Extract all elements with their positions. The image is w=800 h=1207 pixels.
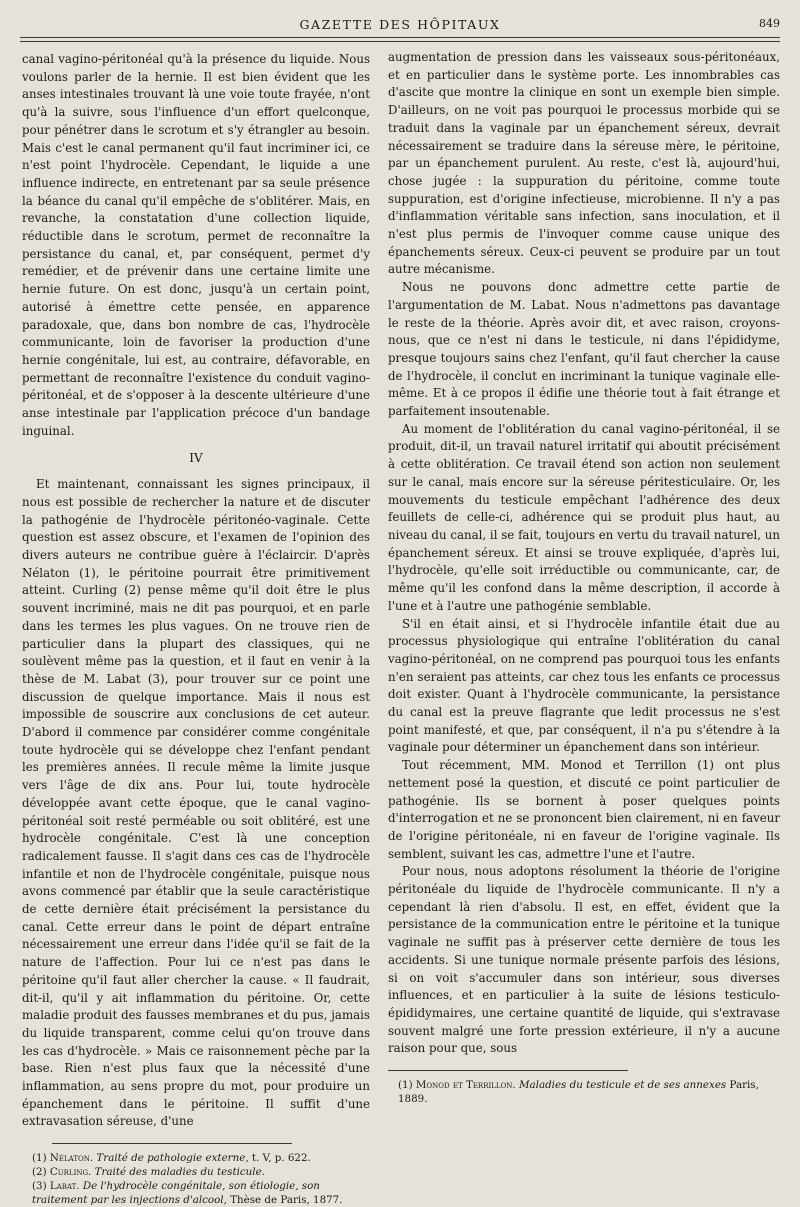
- footnotes: [22, 1152, 370, 1207]
- body-paragraph: Nous ne pouvons donc admettre cette partie de l'argumentation de M. Labat. Nous n'admettons pas davantage le reste de la théorie. Après avoir dit, et avec raison, croyons-nous, que ce n'est ni dans le testicule, ni dans l'épididyme, presque toujours sains chez l'enfant, qu'il faut chercher la cause de l'hydrocèle, il conclut en incriminant la tunique vaginale elle-même. Et à ce propos il édifie une théorie tout à fait étrange et parfaitement insoutenable.: [388, 280, 780, 419]
- left-column: [22, 51, 370, 1207]
- footnote-rule: [388, 1070, 628, 1071]
- body-paragraph: augmentation de pression dans les vaisseaux sous-péritonéaux, et en particulier dans le système porte. Les innombrables cas d'ascite que montre la clinique en sont un exemple bien simple. D'ailleurs, on ne voit pas pourquoi le processus morbide qui se traduit dans la vaginale par un épanchement séreux, devrait nécessairement se traduire dans la séreuse mère, le péritoine, par un épanchement purulent. Au reste, c'est là, aujourd'hui, chose jugée : la suppuration du péritoine, comme toute suppuration, est d'origine infectieuse, microbienne. Il n'y a pas d'inflammation véritable sans infection, sans inoculation, et il n'est plus permis de l'invoquer comme cause unique des épanchements séreux. Ceux-ci peuvent se produire par un tout autre mécanisme.: [388, 50, 780, 277]
- footnote: (1) Monod et Terrillon. Maladies du testicule et de ses annexes Paris, 1889.: [398, 1079, 759, 1105]
- body-paragraph: Au moment de l'oblitération du canal vagino-péritonéal, il se produit, dit-il, un travail naturel irritatif qui aboutit précisément à cette oblitération. Ce travail étend son action non seulement sur le canal, mais encore sur la séreuse péritesticulaire. Or, les mouvements du testicule empêchant l'adhérence des deux feuillets de celle-ci, adhérence qui se produit plus haut, au niveau du canal, il se fait, toujours en vertu du travail naturel, un épanchement séreux. Et ainsi se trouve expliquée, d'après lui, l'hydrocèle, qu'elle soit irréductible ou communicante, car, de même qu'il les confond dans la même description, il accorde à l'une et à l'autre une pathogénie semblable.: [388, 421, 780, 613]
- footnotes: [388, 1079, 780, 1107]
- body-paragraph: Tout récemment, MM. Monod et Terrillon (1) ont plus nettement posé la question, et discuté ce point particulier de pathogénie. Ils se bornent à poser quelques points d'interrogation et ne se prononcent bien clairement, ni en faveur de l'origine péritonéale, ni en faveur de l'origine vaginale. Ils semblent, suivant les cas, admettre l'une et l'autre.: [388, 758, 780, 861]
- body-paragraph: S'il en était ainsi, et si l'hydrocèle infantile était due au processus physiologique qui entraîne l'oblitération du canal vagino-péritonéal, on ne comprend pas pourquoi tous les enfants n'en seraient pas atteints, car chez tous les enfants ce processus doit exister. Quant à l'hydrocèle communicante, la persistance du canal est la preuve flagrante que ledit processus ne s'est point manifesté, et que, par conséquent, il n'a pu s'étendre à la vaginale pour déterminer un épanchement dans son intérieur.: [388, 616, 780, 755]
- body-paragraph: Pour nous, nous adoptons résolument la théorie de l'origine péritonéale du liquide de l'hydrocèle communicante. Il n'y a cependant là rien d'absolu. Il est, en effet, évident que la persistance de la communication entre le péritoine et la tunique vaginale ne suffit pas à préserver cette dernière de tous les accidents. Si une tunique normale présente parfois des lésions, si on voit s'accumuler dans son intérieur, sous diverses influences, et en particulier à la suite de lésions testiculo-épididymaires, une certaine quantité de liquide, qui s'extravase souvent malgré une forte pression extérieure, il n'y a aucune raison pour que, sous: [388, 864, 780, 1056]
- running-header-title: GAZETTE DES HÔPITAUX: [299, 17, 501, 32]
- footnote-rule: [52, 1143, 292, 1144]
- header-rule: [20, 37, 780, 38]
- page-number: 849: [759, 17, 780, 30]
- footnote: (3) Labat. De l'hydrocèle congénitale, son étiologie, son traitement par les injections d'alcool, Thèse de Paris, 1877.: [32, 1179, 343, 1206]
- footnote: (1) Nélaton. Traité de pathologie externe, t. V, p. 622.: [32, 1152, 311, 1165]
- right-column: [388, 49, 780, 1107]
- body-paragraph: Et maintenant, connaissant les signes principaux, il nous est possible de rechercher la nature et de discuter la pathogénie de l'hydrocèle péritonéo-vaginale. Cette question est assez obscure, et l'examen de l'opinion des divers auteurs ne contribue guère à l'éclaircir. D'après Nélaton (1), le péritoine pourrait être primitivement atteint. Curling (2) pense même qu'il doit être le plus souvent incriminé, mais ne dit pas pourquoi, et en parle dans les termes les plus vagues. On ne trouve rien de particulier dans la plupart des classiques, qui ne soulèvent même pas la question, et il faut en venir à la thèse de M. Labat (3), pour trouver sur ce point une discussion de quelque importance. Mais il nous est impossible de souscrire aux conclusions de cet auteur. D'abord il commence par considérer comme congénitale toute hydrocèle qui se développe chez l'enfant pendant les premières années. Il recule même la limite jusque vers l'âge de dix ans. Pour lui, toute hydrocèle développée avant cette époque, que le canal vagino-péritonéal soit resté perméable ou soit oblitéré, est une hydrocèle congénitale. C'est là une conception radicalement fausse. Il s'agit dans ces cas de l'hydrocèle infantile et non de l'hydrocèle congénitale, puisque nous avons commencé par établir que la seule caractéristique de cette dernière était précisément la persistance du canal. Cette erreur dans le point de départ entraîne nécessairement une erreur dans l'idée qu'il se fait de la nature de l'affection. Pour lui ce n'est pas dans le péritoine qu'il faut aller chercher la cause. « Il faudrait, dit-il, qu'il y ait inflammation du péritoine. Or, cette maladie produit des fausses membranes et du pus, jamais du liquide transparent, comme celui qu'on trouve dans les cas d'hydrocèle. » Mais ce raisonnement pèche par la base. Rien n'est plus faux que la nécessité d'une inflammation, au sens propre du mot, pour produire un épanchement dans le péritoine. Il suffit d'une extravasation séreuse, d'une: [22, 477, 370, 1129]
- section-heading: IV: [189, 451, 203, 466]
- header-rule-double: [20, 41, 780, 42]
- body-paragraph: canal vagino-péritonéal qu'à la présence du liquide. Nous voulons parler de la hernie. Il est bien évident que les anses intestinales trouvant là une voie toute frayée, n'ont qu'à la suivre, sous l'influence d'un effort quelconque, pour pénétrer dans le scrotum et s'y étrangler au besoin. Mais c'est le canal permanent qu'il faut incriminer ici, ce n'est point l'hydrocèle. Cependant, le liquide a une influence indirecte, en entretenant par sa seule présence la béance du canal qu'il empêche de s'oblitérer. Mais, en revanche, la constatation d'une collection liquide, réductible dans le scrotum, permet de reconnaître la persistance du canal, et, par conséquent, permet d'y remédier, et de prévenir dans une certaine limite une hernie future. On est donc, jusqu'à un certain point, autorisé à émettre cette pensée, en apparence paradoxale, que, dans bon nombre de cas, l'hydrocèle communicante, loin de favoriser la production d'une hernie congénitale, lui est, au contraire, défavorable, en permettant de reconnaître l'existence du conduit vagino-péritonéal, et de s'opposer à la descente ultérieure d'une anse intestinale par l'application précoce d'un bandage inguinal.: [22, 52, 370, 438]
- footnote: (2) Curling. Traité des maladies du testicule.: [32, 1165, 265, 1178]
